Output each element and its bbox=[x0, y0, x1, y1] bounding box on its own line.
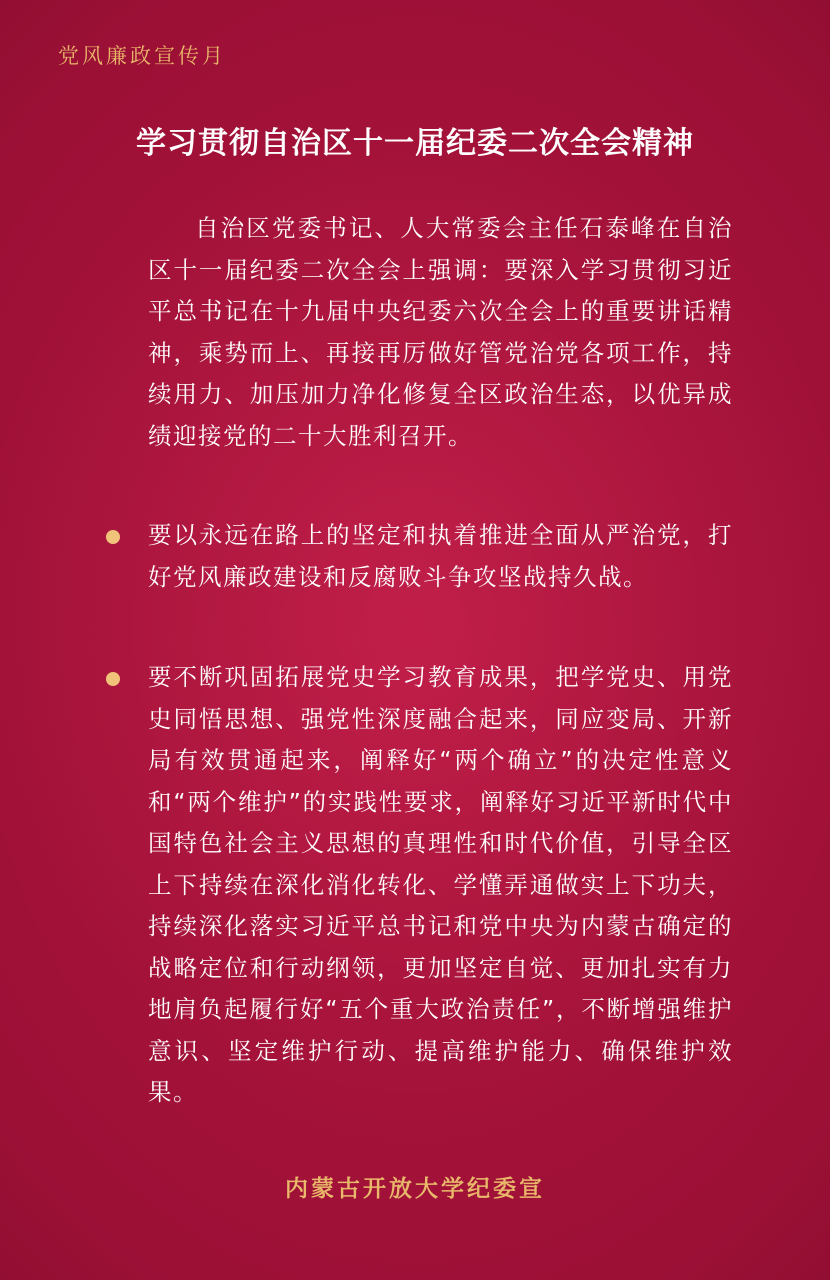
point-paragraph-1: 要以永远在路上的坚定和执着推进全面从严治党，打好党风廉政建设和反腐败斗争攻坚战持久战。 bbox=[148, 521, 733, 591]
intro-paragraph: 自治区党委书记、人大常委会主任石泰峰在自治区十一届纪委二次全会上强调：要深入学习贯彻习近平总书记在十九届中央纪委六次全会上的重要讲话精神，乘势而上、再接再厉做好管党治党各项工作，持续用力、加压加力净化修复全区政治生态，以优异成绩迎接党的二十大胜利召开。 bbox=[148, 214, 733, 450]
bullet-dot-icon bbox=[106, 672, 120, 686]
point-paragraph-2: 要不断巩固拓展党史学习教育成果，把学党史、用党史同悟思想、强党性深度融合起来，同应变局、开新局有效贯通起来，阐释好“两个确立”的决定性意义和“两个维护”的实践性要求，阐释好习近平新时代中国特色社会主义思想的真理性和时代价值，引导全区上下持续在深化消化转化、学懂弄通做实上下功夫，持续深化落实习近平总书记和党中央为内蒙古确定的战略定位和行动纲领，更加坚定自觉、更加扎实有力地肩负起履行好“五个重大政治责任”，不断增强维护意识、坚定维护行动、提高维护能力、确保维护效果。 bbox=[148, 663, 733, 1106]
publisher-credit: 内蒙古开放大学纪委宣 bbox=[285, 1175, 545, 1202]
campaign-tag: 党风廉政宣传月 bbox=[58, 44, 226, 68]
page-title: 学习贯彻自治区十一届纪委二次全会精神 bbox=[136, 126, 694, 161]
bullet-dot-icon bbox=[106, 530, 120, 544]
